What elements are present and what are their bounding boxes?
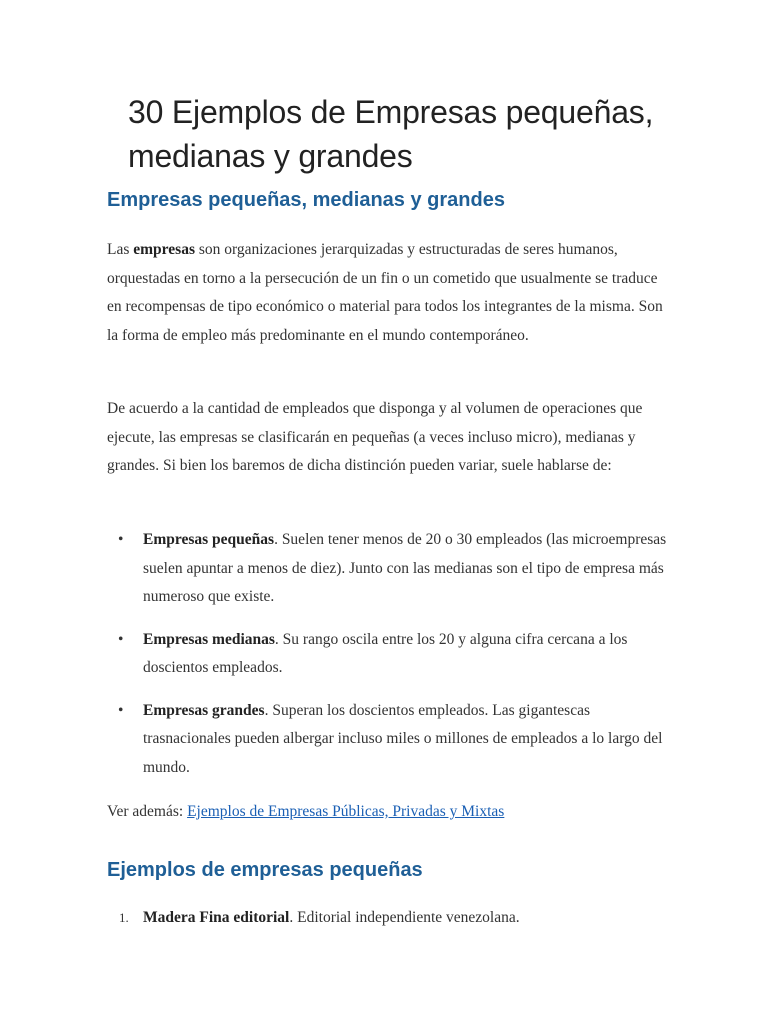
list-item-term: Empresas pequeñas [143,531,275,548]
list-item-description: . Editorial independiente venezolana. [289,909,520,926]
list-item-medium [107,626,667,683]
list-item-term: Empresas medianas [143,630,275,648]
list-item [107,904,667,933]
section-heading-examples: Ejemplos de empresas pequeñas [107,859,423,881]
intro-text-rest: son organizaciones jerarquizadas y estructuradas de seres humanos, orquestadas en torno a la persecución de un fin o un cometido que usualmente se traduce en recompensas de tipo económico o material para todos los integrantes de la misma. Son la forma de empleo más predominante en el mundo contemporáneo. [107,241,663,344]
classification-paragraph: De acuerdo a la cantidad de empleados que disponga y al volumen de operaciones que ejecute, las empresas se clasificarán en pequeñas (a veces incluso micro), medianas y grandes. Si bien los baremos de dicha distinción pueden variar, suele hablarse de: [107,400,643,474]
page-title: 30 Ejemplos de Empresas pequeñas, medianas y grandes [128,94,654,174]
section-heading-types: Empresas pequeñas, medianas y grandes [107,189,505,211]
see-also-link[interactable]: Ejemplos de Empresas Públicas, Privadas y Mixtas [187,803,505,820]
company-types-list [107,526,667,796]
bullet-icon: • [118,531,124,548]
intro-text-start: Las [107,241,134,258]
list-item-number: 1. [119,910,129,925]
list-item-description: . Su rango oscila entre los 20 y alguna cifra cercana a los doscientos empleados. [143,630,628,676]
list-item-description: . Suelen tener menos de 20 o 30 empleados (las microempresas suelen apuntar a menos de diez). Junto con las medianas son el tipo de empresa más numeroso que existe. [143,531,667,605]
bullet-icon: • [118,701,124,719]
intro-paragraph [107,236,667,350]
examples-list [107,904,667,947]
bullet-icon: • [118,630,124,648]
see-also-label: Ver además: [107,803,188,820]
see-also-line [107,798,667,827]
intro-bold-term: empresas [133,241,195,258]
list-item-term: Empresas grandes [143,701,265,719]
list-item-description: . Superan los doscientos empleados. Las gigantescas trasnacionales pueden albergar incluso miles o millones de empleados a lo largo del mundo. [143,701,663,776]
list-item-term: Madera Fina editorial [143,909,290,926]
list-item-large [107,697,667,783]
list-item-small [107,526,667,612]
